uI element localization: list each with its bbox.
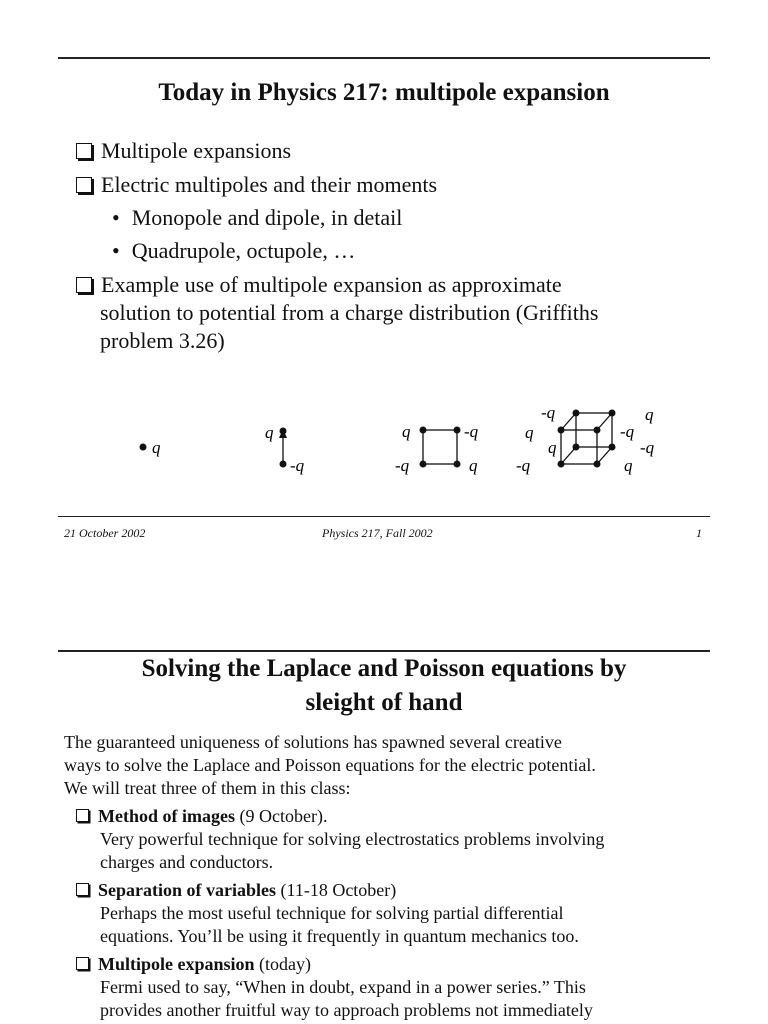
method-desc: charges and conductors. — [100, 852, 274, 872]
bullet-example-use — [76, 271, 562, 299]
charge-dot — [609, 444, 616, 451]
method-desc: provides another fruitful way to approach problems not immediately — [100, 1000, 593, 1020]
method-when: (9 October). — [234, 806, 328, 826]
multipole-diagrams — [0, 395, 768, 485]
slide2-title-line2: sleight of hand — [305, 689, 463, 716]
method-desc: Perhaps the most useful technique for solving partial differential — [100, 903, 564, 923]
charge-label: -q — [541, 403, 556, 422]
bullet-dot-icon: • — [112, 205, 120, 230]
bullet-multipole-expansions — [76, 137, 291, 165]
footer-course: Physics 217, Fall 2002 — [322, 526, 433, 540]
method-desc: Fermi used to say, “When in doubt, expand in a power series.” This — [100, 977, 586, 997]
slide1-title: Today in Physics 217: multipole expansion — [158, 79, 610, 106]
checkbox-bullet-icon — [76, 957, 89, 970]
checkbox-bullet-icon — [76, 177, 92, 193]
charge-dot — [573, 444, 580, 451]
checkbox-bullet-icon — [76, 809, 89, 822]
charge-label: q — [624, 456, 633, 475]
charge-label: -q — [290, 456, 305, 475]
quadrupole-diagram — [395, 422, 479, 475]
charge-dot — [454, 427, 461, 434]
checkbox-bullet-icon — [76, 883, 89, 896]
checkbox-bullet-icon — [76, 277, 92, 293]
method-name: Separation of variables — [98, 880, 276, 900]
charge-dot — [454, 461, 461, 468]
octupole-diagram — [561, 413, 612, 464]
method-when: (today) — [254, 954, 312, 974]
bullet-text: Example use of multipole expansion as approximate — [101, 272, 562, 297]
monopole-diagram — [140, 438, 162, 457]
footer-page-number: 1 — [696, 526, 702, 540]
footer-rule — [58, 516, 710, 517]
charge-label: q — [645, 405, 654, 424]
method-item-separation — [76, 879, 396, 902]
charge-dot — [558, 427, 565, 434]
charge-dot — [594, 427, 601, 434]
top-rule — [58, 57, 710, 59]
charge-dot — [140, 444, 147, 451]
dipole-diagram — [265, 423, 305, 475]
footer-date: 21 October 2002 — [64, 526, 146, 540]
checkbox-bullet-icon — [76, 143, 92, 159]
bullet-electric-multipoles — [76, 171, 437, 199]
method-name: Method of images — [98, 806, 235, 826]
subbullet-text: Monopole and dipole, in detail — [131, 205, 403, 230]
method-desc: equations. You’ll be using it frequently in quantum mechanics too. — [100, 926, 579, 946]
method-item-images — [76, 805, 327, 828]
bullet-dot-icon: • — [112, 238, 120, 263]
charge-dot — [558, 461, 565, 468]
charge-label: q — [469, 456, 478, 475]
bullet-continuation: problem 3.26) — [100, 328, 225, 353]
subbullet-monopole-dipole — [112, 204, 402, 232]
intro-line: We will treat three of them in this class: — [64, 778, 351, 798]
charge-label: q — [265, 423, 274, 442]
charge-label: q — [525, 423, 534, 442]
charge-label: -q — [516, 456, 531, 475]
bullet-text: Multipole expansions — [101, 138, 292, 163]
charge-label: -q — [620, 422, 635, 441]
method-desc: Very powerful technique for solving electrostatics problems involving — [100, 829, 605, 849]
quadrupole-square — [423, 430, 457, 464]
method-when: (11-18 October) — [276, 880, 397, 900]
charge-dot — [420, 427, 427, 434]
bullet-continuation: solution to potential from a charge distribution (Griffiths — [100, 300, 599, 325]
method-name: Multipole expansion — [98, 954, 255, 974]
charge-dot — [609, 410, 616, 417]
charge-dot — [594, 461, 601, 468]
charge-label: q — [548, 438, 557, 457]
subbullet-quadrupole — [112, 237, 355, 265]
charge-label: q — [402, 422, 411, 441]
charge-dot — [573, 410, 580, 417]
method-item-multipole — [76, 953, 311, 976]
charge-label: -q — [640, 438, 655, 457]
charge-label: -q — [464, 422, 479, 441]
intro-line: ways to solve the Laplace and Poisson equations for the electric potential. — [64, 755, 596, 775]
slide2-title-line1: Solving the Laplace and Poisson equations by — [141, 655, 627, 682]
bullet-text: Electric multipoles and their moments — [101, 172, 438, 197]
subbullet-text: Quadrupole, octupole, … — [131, 238, 356, 263]
intro-line: The guaranteed uniqueness of solutions has spawned several creative — [64, 732, 562, 752]
charge-label: q — [152, 438, 161, 457]
charge-label: -q — [395, 456, 410, 475]
charge-dot — [420, 461, 427, 468]
